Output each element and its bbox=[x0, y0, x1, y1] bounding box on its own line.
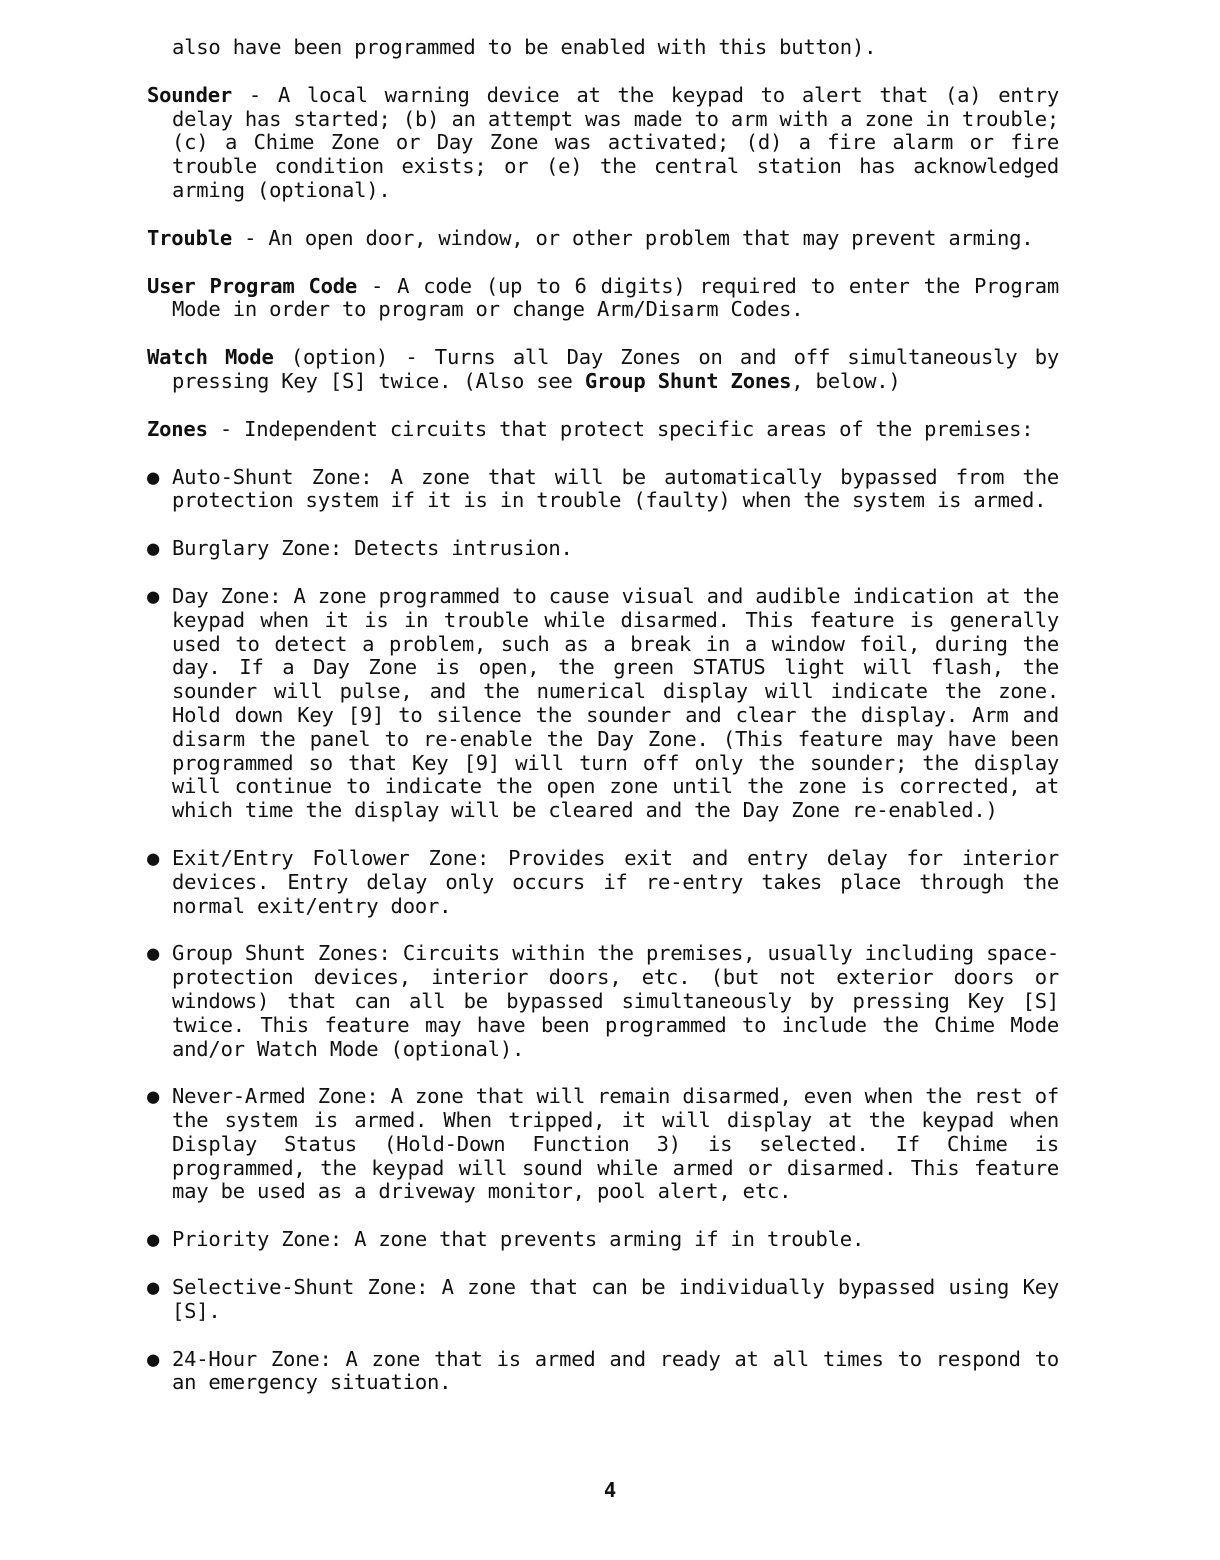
zone-text-selective-shunt: Selective-Shunt Zone: A zone that can be individually bypassed using Key [S]. bbox=[172, 1275, 1059, 1323]
glossary-entry-trouble bbox=[147, 227, 1059, 251]
definition-sounder: - A local warning device at the keypad to alert that (a) entry delay has started; (b) an attempt was made to arm with a zone in trouble; (c) a Chime Zone or Day Zone was activated; (d) a fire alarm or fire trouble condition exists; or (e) the central station has acknowledged arming (optional). bbox=[172, 82, 1059, 202]
zone-item-exit-entry-follower bbox=[147, 847, 1059, 918]
zone-text-exit-entry-follower: Exit/Entry Follower Zone: Provides exit and entry delay for interior devices. Entry delay only occurs if re-entry takes place through the normal exit/entry door. bbox=[172, 845, 1059, 918]
bullet-icon: ● bbox=[147, 536, 160, 561]
definition-user-program-code: - A code (up to 6 digits) required to enter the Program Mode in order to program or change Arm/Disarm Codes. bbox=[172, 273, 1059, 322]
zone-item-selective-shunt bbox=[147, 1276, 1059, 1324]
definition-watch-mode: (option) - Turns all Day Zones on and off simultaneously by pressing Key [S] twice. (Also see bbox=[172, 345, 1059, 393]
definition-zones: - Independent circuits that protect specific areas of the premises: bbox=[207, 416, 1034, 441]
page-number: 4 bbox=[603, 1478, 617, 1502]
bullet-icon: ● bbox=[147, 1227, 160, 1252]
zone-item-group-shunt bbox=[147, 942, 1059, 1061]
bullet-icon: ● bbox=[147, 845, 160, 870]
zone-text-priority: Priority Zone: A zone that prevents arming if in trouble. bbox=[172, 1227, 865, 1252]
glossary-entry-watch-mode bbox=[147, 346, 1059, 394]
zone-item-priority bbox=[147, 1228, 1059, 1252]
zone-text-group-shunt: Group Shunt Zones: Circuits within the premises, usually including space-protection devices, interior doors, etc. (but not exterior doors or windows) that can all be bypassed simultaneously by pressing Key [S] twice. This feature may have been programmed to include the Chime Mode and/or Watch Mode (optional). bbox=[172, 941, 1059, 1061]
term-user-program-code: User Program Code bbox=[147, 273, 358, 298]
zone-item-day bbox=[147, 585, 1059, 823]
glossary-entry-user-program-code bbox=[147, 275, 1059, 323]
term-sounder: Sounder bbox=[147, 82, 232, 107]
zone-item-burglary bbox=[147, 537, 1059, 561]
zone-text-never-armed: Never-Armed Zone: A zone that will remain disarmed, even when the rest of the system is armed. When tripped, it will display at the keypad when Display Status (Hold-Down Function 3) is selected. If Chime is programmed, the keypad will sound while armed or disarmed. This feature may be used as a driveway monitor, pool alert, etc. bbox=[172, 1084, 1059, 1204]
glossary-entry-sounder bbox=[147, 84, 1059, 203]
bullet-icon: ● bbox=[147, 1346, 160, 1371]
zone-text-burglary: Burglary Zone: Detects intrusion. bbox=[172, 536, 573, 561]
zone-item-auto-shunt bbox=[147, 466, 1059, 514]
document-page bbox=[147, 36, 1059, 1395]
term-trouble: Trouble bbox=[147, 225, 232, 250]
zone-item-never-armed bbox=[147, 1085, 1059, 1204]
term-watch-mode: Watch Mode bbox=[147, 345, 274, 370]
bullet-icon: ● bbox=[147, 941, 160, 966]
zone-text-auto-shunt: Auto-Shunt Zone: A zone that will be automatically bypassed from the protection system if it is in trouble (faulty) when the system is armed. bbox=[172, 464, 1059, 513]
bullet-icon: ● bbox=[147, 583, 160, 608]
glossary-entry-zones bbox=[147, 418, 1059, 442]
zone-text-day: Day Zone: A zone programmed to cause visual and audible indication at the keypad when it is in trouble while disarmed. This feature is generally used to detect a problem, such as a break in a window foil, during the day. If a Day Zone is open, the green STATUS light will flash, the sounder will pulse, and the numerical display will indicate the zone. Hold down Key [9] to silence the sounder and clear the display. Arm and disarm the panel to re-enable the Day Zone. (This feature may have been programmed so that Key [9] will turn off only the sounder; the display will continue to indicate the open zone until the zone is corrected, at which time the display will be cleared and the Day Zone re-enabled.) bbox=[172, 583, 1059, 823]
definition-watch-mode-end: , below.) bbox=[791, 368, 901, 393]
cross-reference-group-shunt-zones: Group Shunt Zones bbox=[584, 368, 792, 393]
term-zones: Zones bbox=[147, 416, 208, 441]
definition-trouble: - An open door, window, or other problem that may prevent arming. bbox=[232, 225, 1034, 250]
bullet-icon: ● bbox=[147, 1084, 160, 1109]
bullet-icon: ● bbox=[147, 1275, 160, 1300]
bullet-icon: ● bbox=[147, 464, 160, 489]
zone-item-24-hour bbox=[147, 1348, 1059, 1396]
intro-paragraph: also have been programmed to be enabled with this button). bbox=[172, 35, 877, 59]
zone-text-24-hour: 24-Hour Zone: A zone that is armed and ready at all times to respond to an emergency situation. bbox=[172, 1346, 1059, 1395]
